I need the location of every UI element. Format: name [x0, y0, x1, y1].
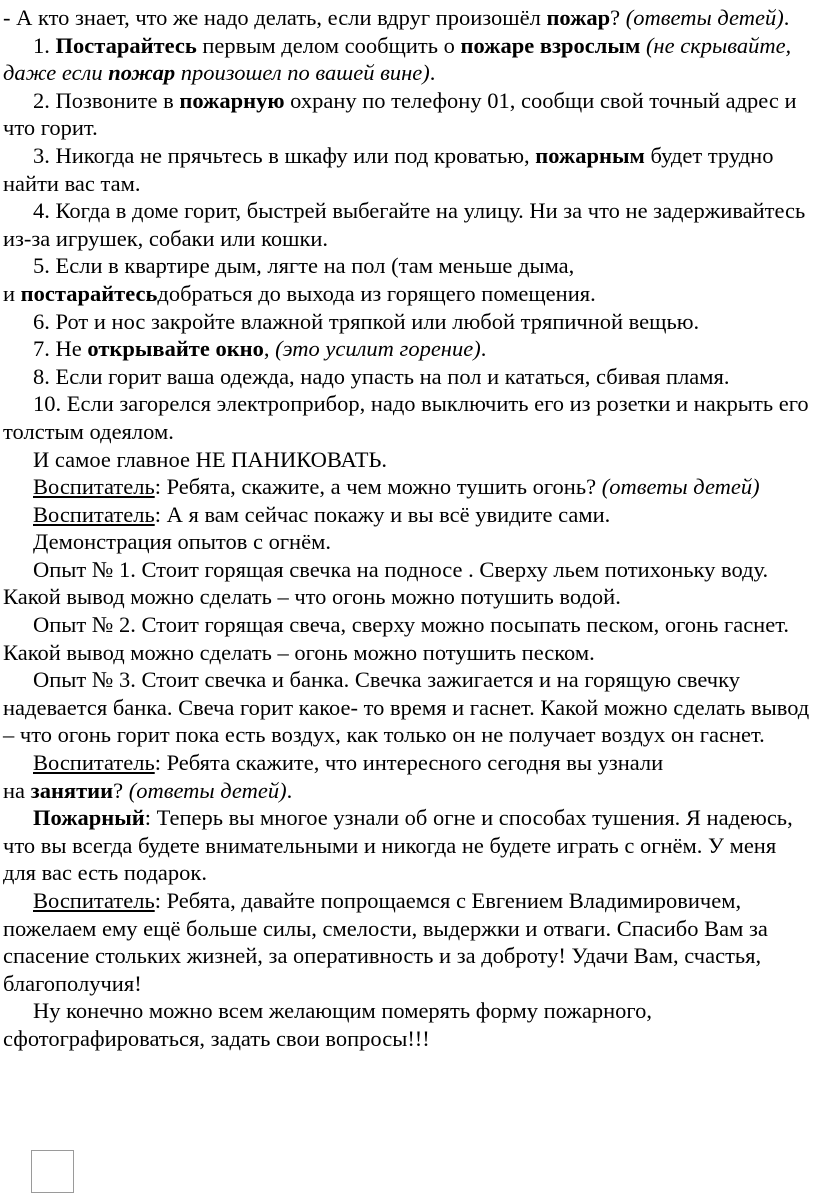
- paragraph-rule-6: 6. Рот и нос закройте влажной тряпкой или любой тряпичной вещью.: [33, 308, 700, 334]
- paragraph-rule-1: 1. Постарайтесь первым делом сообщить о пожаре взрослым (не скрывайте, даже если пожар произошел по вашей вине).: [3, 32, 792, 86]
- paragraph-rule-8: 8. Если горит ваша одежда, надо упасть на пол и кататься, сбивая пламя.: [33, 363, 730, 389]
- paragraph-teacher-summary: Воспитатель: Ребята скажите, что интересного сегодня вы узнали на занятии? (ответы детей).: [3, 750, 664, 803]
- paragraph-closing: Ну конечно можно всем желающим померять форму пожарного, сфотографироваться, задать свои вопросы!!!: [3, 998, 652, 1051]
- paragraph-teacher-question: Воспитатель: Ребята, скажите, а чем можно тушить огонь? (ответы детей): [33, 474, 760, 500]
- paragraph-main-rule: И самое главное НЕ ПАНИКОВАТЬ.: [33, 446, 388, 472]
- paragraph-rule-3: 3. Никогда не прячьтесь в шкафу или под кроватью, пожарным будет трудно найти вас там.: [3, 142, 774, 196]
- paragraph-experiment-3: Опыт № 3. Стоит свечка и банка. Свечка зажигается и на горящую свечку надевается банка. Свеча горит какое- то время и гаснет. Какой можно сделать вывод – что огонь горит пока есть воздух, как только он не получает воздух он гаснет.: [3, 667, 810, 748]
- paragraph-experiment-1: Опыт № 1. Стоит горящая свечка на подносе . Сверху льем потихоньку воду. Какой вывод можно сделать – что огонь можно потушить водой.: [3, 556, 769, 610]
- paragraph-rule-2: 2. Позвоните в пожарную охрану по телефону 01, сообщи свой точный адрес и что горит.: [3, 87, 797, 141]
- paragraph-rule-4: 4. Когда в доме горит, быстрей выбегайте на улицу. Ни за что не задерживайтесь из-за игрушек, собаки или кошки.: [3, 198, 806, 251]
- image-placeholder-frame: [31, 1150, 74, 1193]
- paragraph-rule-10: 10. Если загорелся электроприбор, надо выключить его из розетки и накрыть его толстым одеялом.: [3, 391, 809, 444]
- paragraph-rule-7: 7. Не открывайте окно, (это усилит горение).: [33, 336, 487, 362]
- paragraph-teacher-farewell: Воспитатель: Ребята, давайте попрощаемся с Евгением Владимировичем, пожелаем ему ещё больше силы, смелости, выдержки и отваги. Спасибо Вам за спасение стольких жизней, за оперативность и за доброту! Удачи Вам, счастья, благополучия!: [3, 888, 768, 996]
- paragraph-firefighter: Пожарный: Теперь вы многое узнали об огне и способах тушения. Я надеюсь, что вы всегда будете внимательными и никогда не будете играть с огнём. У меня для вас есть подарок.: [3, 805, 793, 886]
- paragraph-demonstration: Демонстрация опытов с огнём.: [33, 529, 331, 555]
- paragraph-experiment-2: Опыт № 2. Стоит горящая свеча, сверху можно посыпать песком, огонь гаснет. Какой вывод можно сделать – огонь можно потушить песком.: [3, 612, 789, 665]
- paragraph-teacher-show: Воспитатель: А я вам сейчас покажу и вы всё увидите сами.: [33, 501, 611, 527]
- paragraph-question-fire: - А кто знает, что же надо делать, если вдруг произошёл пожар? (ответы детей).: [3, 5, 790, 30]
- paragraph-rule-5: 5. Если в квартире дым, лягте на пол (там меньше дыма, и постарайтесьдобраться до выхода из горящего помещения.: [3, 253, 596, 306]
